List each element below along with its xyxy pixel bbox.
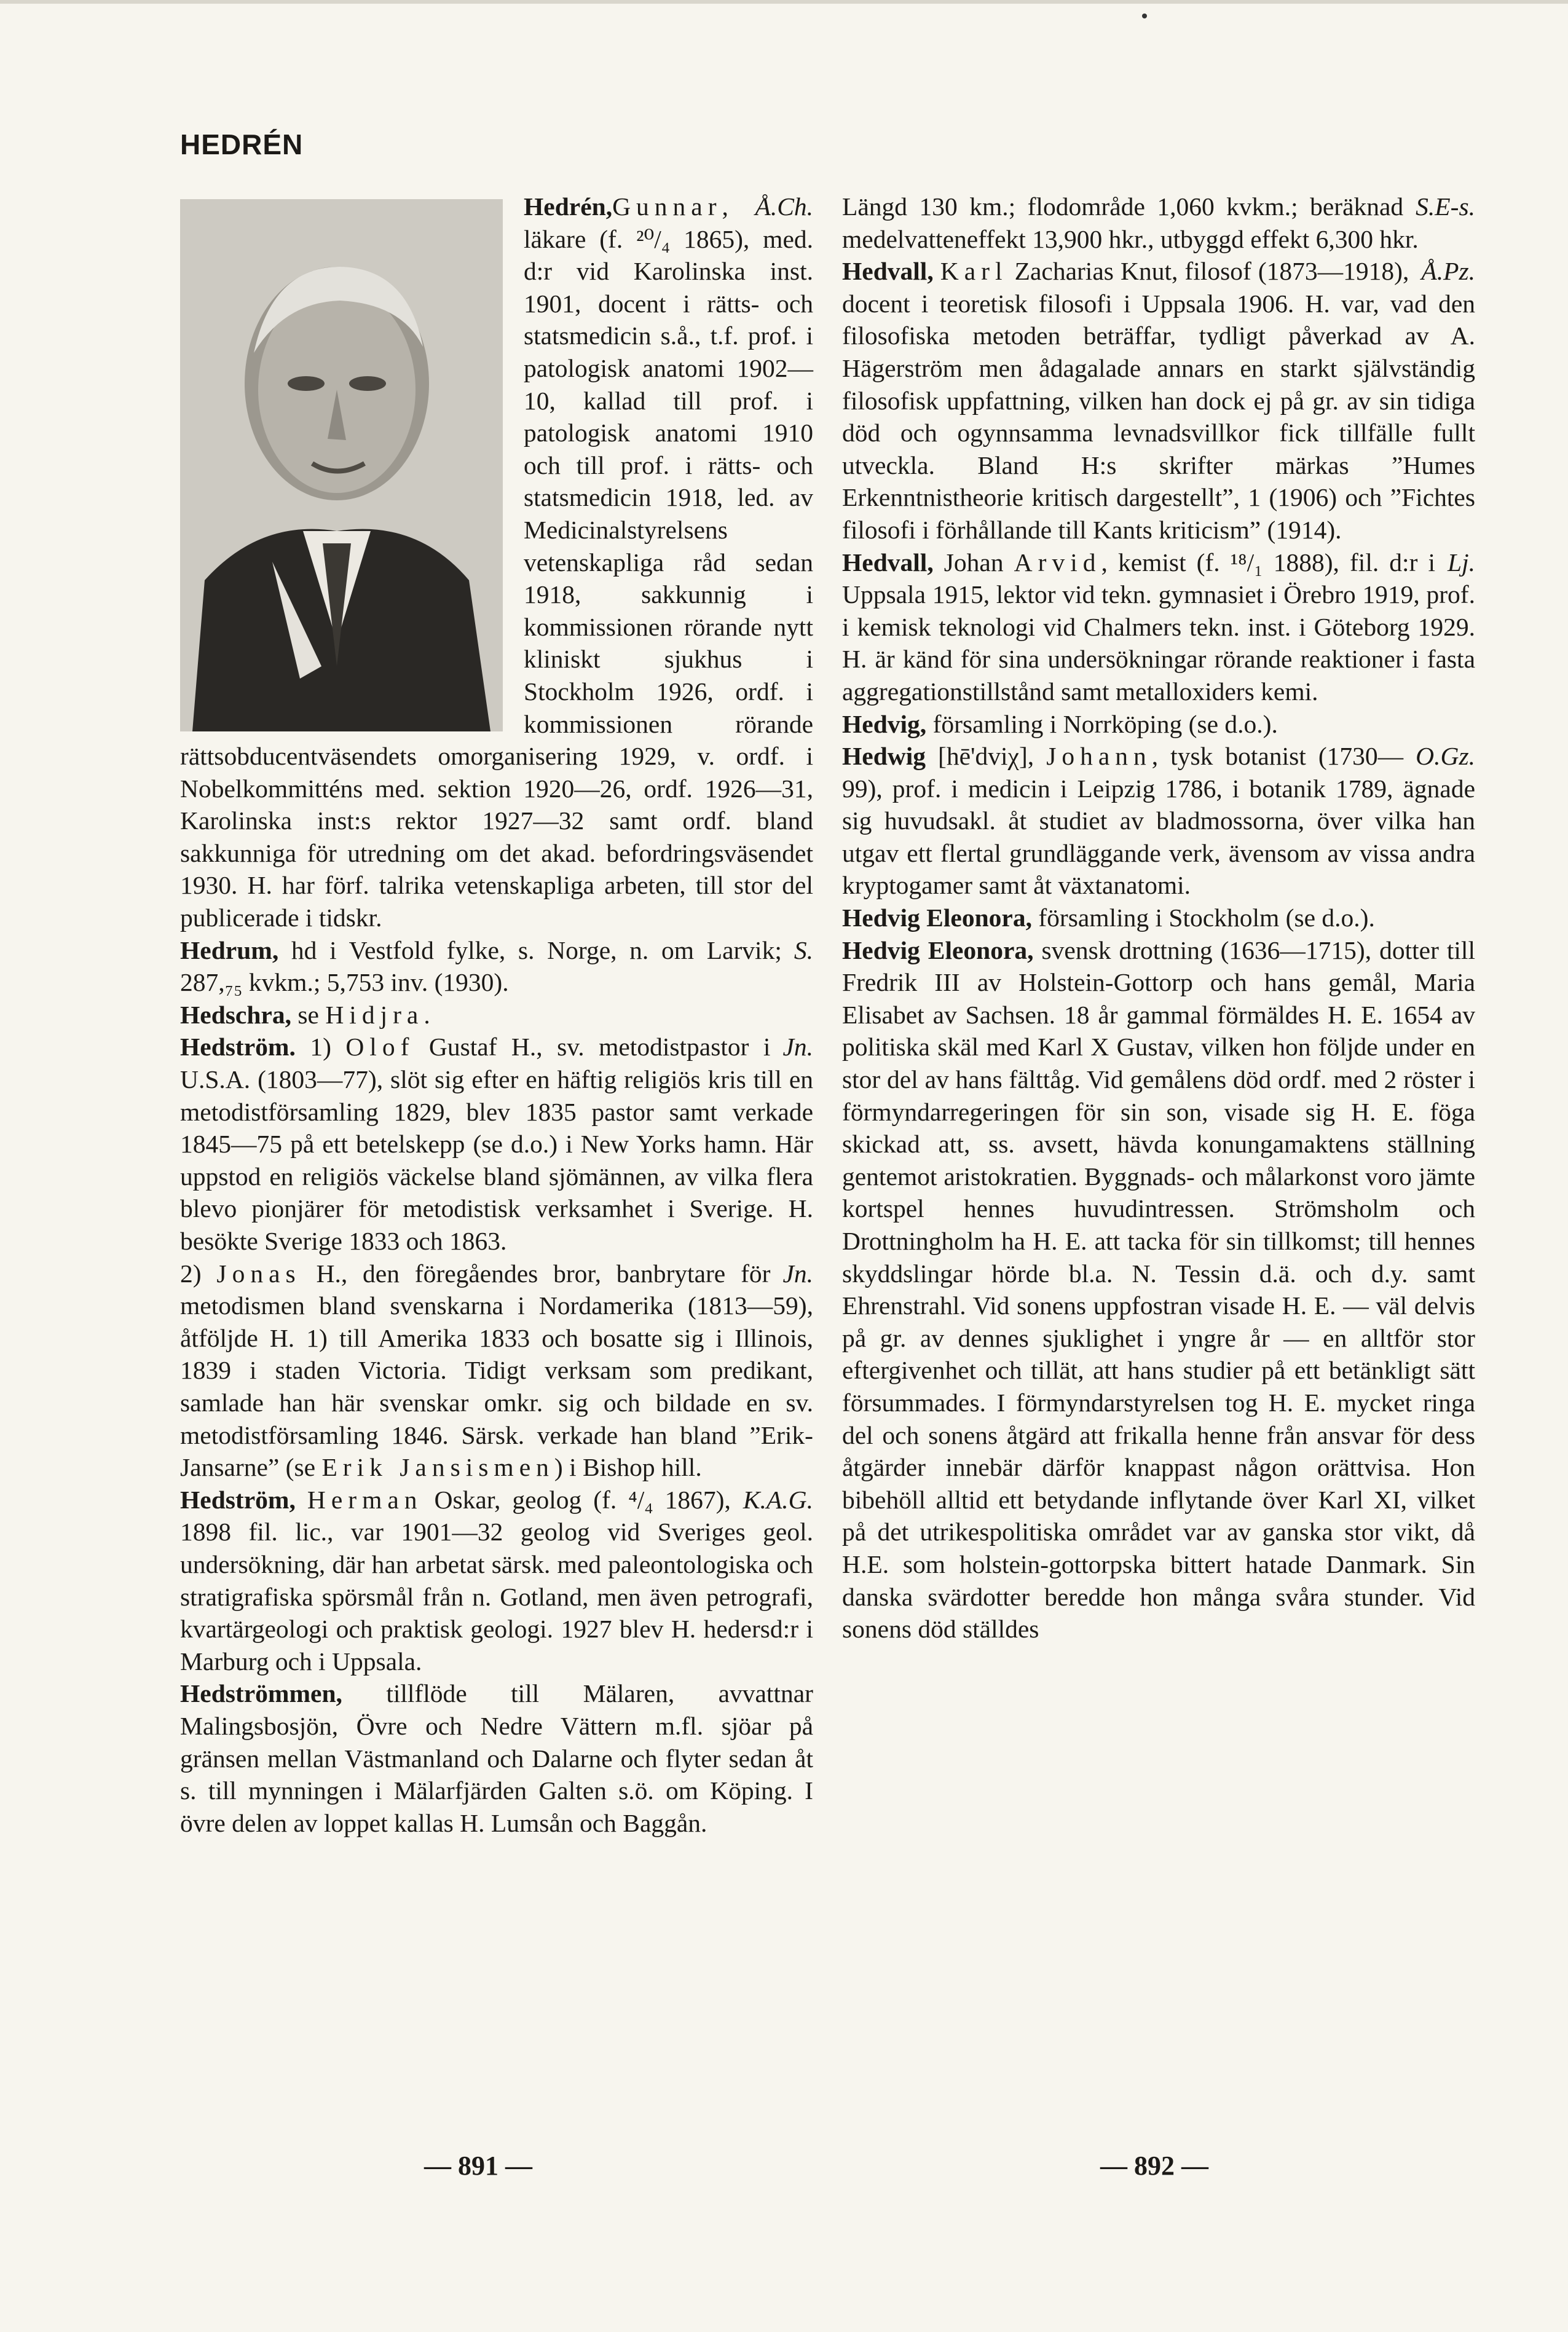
entry-text: , kemist (f. ¹⁸/₁ 1888), fil. d:r i Uppsala 1915, lektor vid tekn. gymnasiet i Örebro 1919, prof. i kemisk teknologi vid Chalmers tekn. inst. i Göteborg 1929. H. är känd för sina undersökningar rörande reaktioner i fasta aggregationstillstånd samt metalloxiders kemi. — [842, 548, 1475, 706]
page-number-left: — 891 — — [424, 2151, 532, 2181]
running-head: HEDRÉN — [180, 128, 304, 160]
author-signature: S.E-s. — [1416, 192, 1475, 221]
dictionary-entry — [842, 740, 1475, 902]
right-column — [842, 191, 1475, 1645]
author-signature: Jn. — [782, 1033, 813, 1062]
dictionary-entry — [180, 1677, 813, 1839]
entry-text: församling i Norrköping (se d.o.). — [926, 709, 1278, 738]
author-signature: K.A.G. — [743, 1485, 813, 1514]
dictionary-entry — [842, 255, 1475, 546]
entry-headword: Hedrum, — [180, 936, 279, 964]
dictionary-entry — [842, 934, 1475, 1645]
author-signature: O.Gz. — [1416, 742, 1475, 771]
entry-headword: Hedvall, — [842, 257, 934, 286]
spaced-name: Hidjra — [325, 1000, 424, 1029]
entry-headword: Hedvig Eleonora, — [842, 936, 1034, 964]
dictionary-entry — [842, 902, 1475, 934]
portrait-illustration — [180, 199, 503, 731]
author-signature: Å.Ch. — [755, 192, 813, 221]
print-dot — [1142, 14, 1147, 18]
entry-text: [hē'dviχ], — [926, 742, 1047, 771]
entry-headword: Hedvig Eleonora, — [842, 904, 1032, 932]
spaced-name: Karl — [940, 257, 1008, 286]
entry-headword: Hedvig, — [842, 709, 927, 738]
entry-text: Gustaf H., sv. metodistpastor i U.S.A. (1803—77), slöt sig efter en häftig religiös kris till en metodistförsamling 1829, blev 1835 pastor samt verkade 1845—75 på ett betelskepp (se d.o.) i New Yorks hamn. Här uppstod en religiös väckelse bland sjömännen, av vilka flera blevo pionjärer för metodistisk verksamhet i Sverige. H. besökte Sverige 1833 och 1863. — [180, 1033, 813, 1255]
entry-headword: Hedrén, — [524, 192, 613, 221]
author-signature: Jn. — [782, 1259, 813, 1288]
left-column — [180, 191, 813, 1839]
entry-text: Johan — [933, 548, 1014, 577]
author-signature: S. — [794, 936, 813, 964]
entry-text: Oskar, geolog (f. ⁴/₄ 1867), 1898 fil. lic., var 1901—32 geolog vid Sveriges geol. undersökning, där han arbetat särsk. med paleontologiska och stratigrafiska spörsmål från n. Gotland, men även petrografi, kvartärgeologi och praktisk geologi. 1927 blev H. hedersd:r i Marburg och i Uppsala. — [180, 1485, 813, 1676]
dictionary-entry — [842, 546, 1475, 708]
entry-text: 1) — [295, 1033, 346, 1062]
spaced-name: Jonas — [216, 1259, 301, 1288]
entry-headword: Hedwig — [842, 742, 926, 771]
entry-text — [296, 1486, 307, 1514]
entry-text: se — [291, 1000, 326, 1029]
entry-text: hd i Vestfold fylke, s. Norge, n. om Larvik; 287,₇₅ kvkm.; 5,753 inv. (1930). — [180, 936, 782, 997]
entry-text: församling i Stockholm (se d.o.). — [1031, 904, 1375, 932]
entry-text: , läkare (f. ²⁰/₄ 1865), med. d:r vid Karolinska inst. 1901, docent i rätts- och statsmedicin s.å., t.f. prof. i patologisk anatomi 1902—10, kallad till prof. i patologisk anatomi 1910 och till prof. i rätts- och statsmedicin 1918, led. av Medicinalstyrelsens vetenskapliga råd sedan 1918, sakkunnig i kommissionen rörande nytt kliniskt sjukhus i Stockholm 1926, ordf. i kommissionen rörande rättsobducentväsendets omorganisering 1929, v. ordf. i Nobelkommitténs med. sektion 1920—26, ordf. 1926—31, Karolinska inst:s rektor 1927—32 samt ordf. bland sakkunniga för utredning om det akad. befordringsväsendet 1930. H. har förf. talrika vetenskapliga arbeten, till stor del publicerade i tidskr. — [180, 192, 813, 932]
dictionary-entry — [180, 1031, 813, 1257]
entry-text: svensk drottning (1636—1715), dotter till Fredrik III av Holstein-Gottorp och hans gemål, Maria Elisabet av Sachsen. 18 år gammal förmäldes H. E. 1654 av politiska skäl med Karl X Gustav, vilken hon följde under en stor del av hans fälttåg. Vid gemålens död ordf. med 2 röster i förmyndarregeringen för sin son, visade sig H. E. föga skickad att, ss. avsett, hävda konungamaktens ställning gentemot aristokratien. Byggnads- och målarkonst voro jämte kortspel hennes huvudintressen. Strömsholm och Drottningholm ha H. E. att tacka för sin tillkomst; till hennes skyddslingar hörde bl.a. N. Tessin d.ä. och d.y. samt Ehrenstrahl. Vid sonens uppfostran visade H. E. — väl delvis på gr. av dennes sjuklighet i yngre år — en alltför stor eftergivenhet och tillät, att hans studier på ett betänkligt sätt försummades. I förmyndarstyrelsen tog H. E. mycket ringa del och sonens åtgärd att frikalla henne från ansvar för dess åtgärder innebär därför knappast någon orättvisa. Hon bibehöll alltid ett betydande inflytande över Karl XI, vilket på det utrikespolitiska området var av ganska stor vikt, då H.E. som holstein-gottorpska bittert hatade Danmark. Sin danska svärdotter beredde hon många svåra stunder. Vid sonens död ställdes — [842, 936, 1475, 1644]
entry-text: ) i Bishop hill. — [554, 1453, 702, 1482]
author-signature: Å.Pz. — [1421, 257, 1475, 286]
entry-headword: Hedströmmen, — [180, 1679, 342, 1708]
spaced-name: Gunnar — [612, 192, 722, 221]
entry-headword: Hedström. — [180, 1033, 296, 1062]
page-number-right: — 892 — — [1100, 2151, 1208, 2181]
dictionary-entry — [842, 191, 1475, 255]
spaced-name: Herman — [307, 1485, 423, 1514]
spaced-name: Olof — [345, 1033, 415, 1062]
dictionary-entry — [180, 999, 813, 1031]
spaced-name: Erik Jansismen — [321, 1453, 554, 1482]
entry-text: , tysk botanist (1730—99), prof. i medicin i Leipzig 1786, i botanik 1789, ägnade sig huvudsakl. åt studiet av bladmossorna, över vilka han utgav ett flertal grundläggande verk, ävensom av vissa andra kryptogamer samt åt växtanatomi. — [842, 742, 1475, 900]
entry-text: . — [424, 1000, 430, 1029]
entry-headword: Hedschra, — [180, 1000, 291, 1029]
page-top-edge — [0, 0, 1568, 4]
entry-text: Zacharias Knut, filosof (1873—1918), docent i teoretisk filosofi i Uppsala 1906. H. var, vad den filosofiska metoden beträffar, tydligt påverkad av A. Hägerström men ådagalade annars en starkt självständig filosofisk uppfattning, vilken han dock ej på gr. av sin tidiga död och ogynnsamma levnadsvillkor fick tillfälle fullt utveckla. Bland H:s skrifter märkas ”Humes Erkenntnistheorie kritisch dargestellt”, 1 (1906) och ”Fichtes filosofi i förhållande till Kants kriticism” (1914). — [842, 257, 1475, 544]
entry-text: Längd 130 km.; flodområde 1,060 kvkm.; beräknad medelvatteneffekt 13,900 hkr., utbyggd effekt 6,300 hkr. — [842, 192, 1419, 253]
entry-headword: Hedström, — [180, 1485, 296, 1514]
dictionary-entry — [180, 934, 813, 999]
entry-text — [934, 257, 940, 285]
entry-headword: Hedvall, — [842, 548, 934, 577]
dictionary-entry — [180, 1258, 813, 1484]
entry-text: H., den föregåendes bror, banbrytare för metodismen bland svenskarna i Nordamerika (1813—59), åtföljde H. 1) till Amerika 1833 och bosatte sig i Illinois, 1839 i staden Victoria. Tidigt verksam som predikant, samlade han här svenskar omkr. sig och bildade en sv. metodistförsamling 1846. Särsk. verkade han bland ”Erik-Jansarne” (se — [180, 1259, 813, 1482]
author-signature: Lj. — [1448, 548, 1475, 577]
entry-text: 2) — [180, 1259, 217, 1288]
portrait-photo — [180, 199, 503, 731]
spaced-name: Johann — [1046, 742, 1152, 771]
spaced-name: Arvid — [1014, 548, 1101, 577]
right-entries — [842, 191, 1475, 1645]
dictionary-entry — [180, 1484, 813, 1678]
entry-text: tillflöde till Mälaren, avvattnar Malingsbosjön, Övre och Nedre Vättern m.fl. sjöar på gränsen mellan Västmanland och Dalarne och flyter sedan åt s. till mynningen i Mälarfjärden Galten s.ö. om Köping. I övre delen av loppet kallas H. Lumsån och Baggån. — [180, 1679, 813, 1837]
dictionary-entry — [842, 708, 1475, 741]
